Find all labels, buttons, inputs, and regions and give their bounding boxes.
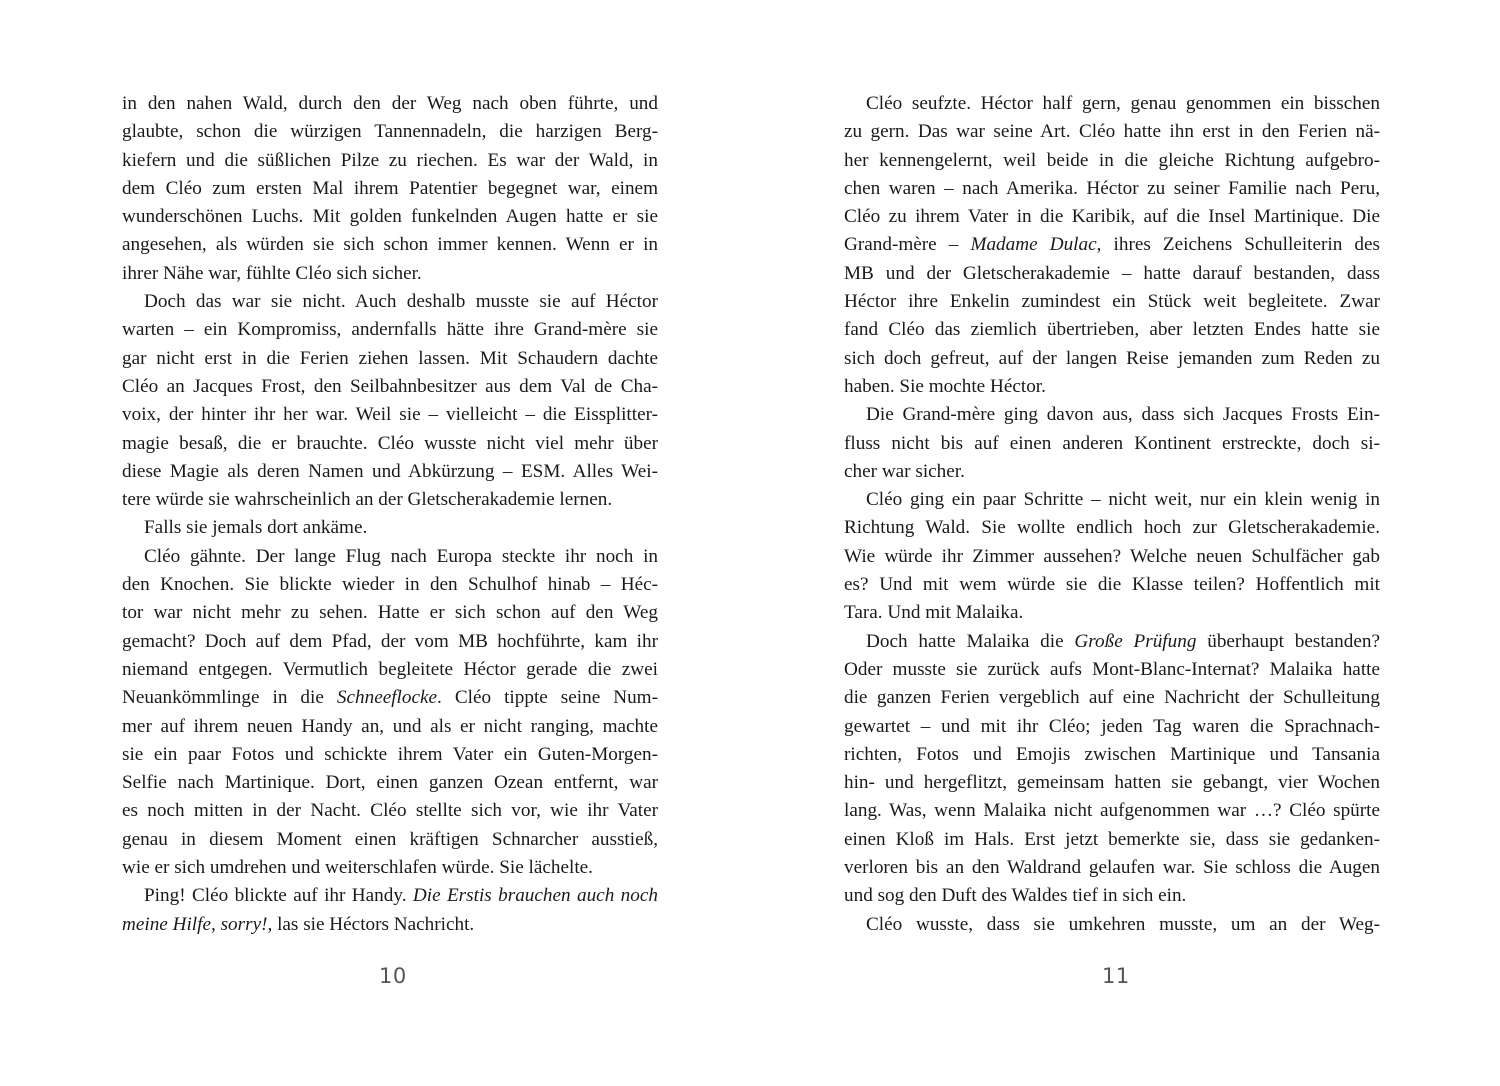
text-line <box>844 543 1380 571</box>
text-segment: genau in diesem Moment einen kräftigen Schnarcher ausstieß, <box>122 828 658 850</box>
text-line <box>122 345 658 373</box>
text-line <box>844 203 1380 231</box>
text-segment: Cléo an Jacques Frost, den Seilbahnbesitzer aus dem Val de Cha- <box>122 375 658 397</box>
text-segment: verloren bis an den Waldrand gelaufen war. Sie schloss die Augen <box>844 857 1380 879</box>
text-segment: den Knochen. Sie blickte wieder in den Schulhof hinab – Héc- <box>122 574 658 596</box>
text-segment: haben. Sie mochte Héctor. <box>844 375 1046 397</box>
text-line <box>844 231 1380 259</box>
text-segment: es? Und mit wem würde sie die Klasse teilen? Hoffentlich mit <box>844 574 1380 596</box>
text-segment: lang. Was, wenn Malaika nicht aufgenommen war …? Cléo spürte <box>844 800 1380 822</box>
text-segment: magie besaß, die er brauchte. Cléo wusste nicht viel mehr über <box>122 432 658 454</box>
text-segment: niemand entgegen. Vermutlich begleitete Héctor gerade die zwei <box>122 658 658 680</box>
text-line <box>122 260 658 288</box>
text-segment: Die Grand-mère ging davon aus, dass sich Jacques Frosts Ein- <box>866 404 1380 426</box>
text-segment: Cléo seufzte. Héctor half gern, genau genommen ein bisschen <box>866 93 1380 114</box>
text-segment: kiefern und die süßlichen Pilze zu riechen. Es war der Wald, in <box>122 149 658 171</box>
italic-text: Madame Dulac <box>970 234 1097 256</box>
text-line <box>122 543 658 571</box>
text-line <box>844 656 1380 684</box>
text-segment: Cléo zu ihrem Vater in die Karibik, auf die Insel Martinique. Die <box>844 206 1380 228</box>
text-segment: gemacht? Doch auf dem Pfad, der vom MB hochführte, kam ihr <box>122 630 658 652</box>
text-line <box>122 231 658 259</box>
text-segment: in den nahen Wald, durch den der Weg nach oben führte, und <box>122 93 658 114</box>
text-segment: Cléo wusste, dass sie umkehren musste, um an der Weg- <box>866 913 1380 935</box>
text-segment: ihrer Nähe war, fühlte Cléo sich sicher. <box>122 262 422 284</box>
text-line <box>844 288 1380 316</box>
text-line <box>122 684 658 712</box>
text-line <box>844 599 1380 627</box>
text-segment: einen Kloß im Hals. Erst jetzt bemerkte sie, dass sie gedanken- <box>844 828 1380 850</box>
text-line <box>122 628 658 656</box>
text-line <box>844 486 1380 514</box>
text-segment: tere würde sie wahrscheinlich an der Gletscherakademie lernen. <box>122 489 613 511</box>
text-line <box>844 741 1380 769</box>
text-segment: gewartet – und mit ihr Cléo; jeden Tag waren die Sprachnach- <box>844 715 1380 737</box>
text-line <box>844 713 1380 741</box>
text-line <box>122 373 658 401</box>
text-segment: her kennengelernt, weil beide in die gleiche Richtung aufgebro- <box>844 149 1380 171</box>
text-line <box>122 401 658 429</box>
text-line <box>122 741 658 769</box>
text-line <box>122 854 658 882</box>
text-segment: glaubte, schon die würzigen Tannennadeln, die harzigen Berg- <box>122 121 658 143</box>
text-line <box>122 882 658 910</box>
text-line <box>844 571 1380 599</box>
text-line <box>844 260 1380 288</box>
right-page <box>844 90 1380 939</box>
left-page <box>122 90 658 939</box>
text-segment: MB und der Gletscherakademie – hatte darauf bestanden, dass <box>844 262 1380 284</box>
text-segment: Oder musste sie zurück aufs Mont-Blanc-Internat? Malaika hatte <box>844 658 1380 680</box>
text-line <box>122 571 658 599</box>
text-segment: Selfie nach Martinique. Dort, einen ganzen Ozean entfernt, war <box>122 772 658 794</box>
text-segment: angesehen, als würden sie sich schon immer kennen. Wenn er in <box>122 234 658 256</box>
text-line <box>122 769 658 797</box>
text-segment: . Cléo tippte seine Num- <box>437 687 658 709</box>
text-line <box>122 90 658 118</box>
text-line <box>844 373 1380 401</box>
text-segment: Tara. Und mit Malaika. <box>844 602 1024 624</box>
text-line <box>122 316 658 344</box>
text-segment: diese Magie als deren Namen und Abkürzung – ESM. Alles Wei- <box>122 460 658 482</box>
text-segment: die ganzen Ferien vergeblich auf eine Nachricht der Schulleitung <box>844 687 1380 709</box>
text-line <box>844 147 1380 175</box>
text-segment: richten, Fotos und Emojis zwischen Martinique und Tansania <box>844 743 1380 765</box>
text-line <box>844 911 1380 939</box>
text-line <box>122 826 658 854</box>
text-line <box>844 430 1380 458</box>
text-segment: und sog den Duft des Waldes tief in sich ein. <box>844 885 1187 907</box>
text-segment: zu gern. Das war seine Art. Cléo hatte ihn erst in den Ferien nä- <box>844 121 1380 143</box>
text-segment: Richtung Wald. Sie wollte endlich hoch zur Gletscherakademie. <box>844 517 1380 539</box>
text-segment: Doch das war sie nicht. Auch deshalb musste sie auf Héctor <box>144 291 658 313</box>
text-line <box>844 854 1380 882</box>
text-segment: Cléo gähnte. Der lange Flug nach Europa steckte ihr noch in <box>144 545 658 567</box>
text-line <box>122 514 658 542</box>
text-line <box>122 911 658 939</box>
text-line <box>122 713 658 741</box>
text-segment: las sie Héctors Nachricht. <box>272 913 475 935</box>
text-line <box>122 486 658 514</box>
text-line <box>122 430 658 458</box>
text-segment: Ping! Cléo blickte auf ihr Handy. <box>144 885 413 907</box>
text-line <box>122 599 658 627</box>
text-segment: sich doch gefreut, auf der langen Reise jemanden zum Reden zu <box>844 347 1380 369</box>
text-segment: mer auf ihrem neuen Handy an, und als er nicht ranging, machte <box>122 715 658 737</box>
text-segment: fluss nicht bis auf einen anderen Kontinent erstreckte, doch si- <box>844 432 1380 454</box>
text-segment: Doch hatte Malaika die <box>866 630 1075 652</box>
text-segment: Grand-mère – <box>844 234 971 256</box>
text-segment: wie er sich umdrehen und weiterschlafen würde. Sie lächelte. <box>122 857 593 879</box>
text-segment: Neuankömmlinge in die <box>122 687 337 709</box>
text-line <box>844 826 1380 854</box>
text-line <box>844 175 1380 203</box>
italic-text: meine Hilfe, sorry!, <box>122 913 273 935</box>
text-segment: cher war sicher. <box>844 460 965 482</box>
italic-text: Die Erstis brauchen auch noch <box>412 885 658 907</box>
text-line <box>122 118 658 146</box>
text-segment: hin- und hergeflitzt, gemeinsam hatten sie gebangt, vier Wochen <box>844 772 1380 794</box>
page-number-left: 10 <box>379 964 407 988</box>
text-segment: es noch mitten in der Nacht. Cléo stellte sich vor, wie ihr Vater <box>122 800 658 822</box>
text-segment: chen waren – nach Amerika. Héctor zu seiner Familie nach Peru, <box>844 177 1380 199</box>
text-segment: voix, der hinter ihr her war. Weil sie – vielleicht – die Eissplitter- <box>122 404 658 426</box>
text-segment: wunderschönen Luchs. Mit golden funkelnden Augen hatte er sie <box>122 206 658 228</box>
text-line <box>122 797 658 825</box>
text-line <box>844 401 1380 429</box>
text-line <box>844 345 1380 373</box>
page-number-right: 11 <box>1102 964 1130 988</box>
text-line <box>844 882 1380 910</box>
text-line <box>122 656 658 684</box>
text-segment: warten – ein Kompromiss, andernfalls hätte ihre Grand-mère sie <box>122 319 658 341</box>
text-segment: gar nicht erst in die Ferien ziehen lassen. Mit Schaudern dachte <box>122 347 658 369</box>
text-line <box>122 203 658 231</box>
text-line <box>122 175 658 203</box>
text-segment: Falls sie jemals dort ankäme. <box>144 517 368 539</box>
text-line <box>844 797 1380 825</box>
text-line <box>844 514 1380 542</box>
text-line <box>122 147 658 175</box>
text-line <box>844 90 1380 118</box>
text-segment: überhaupt bestanden? <box>1196 630 1380 652</box>
text-segment: sie ein paar Fotos und schickte ihrem Vater ein Guten-Morgen- <box>122 743 658 765</box>
text-line <box>122 288 658 316</box>
text-line <box>844 316 1380 344</box>
text-segment: Cléo ging ein paar Schritte – nicht weit, nur ein klein wenig in <box>866 489 1380 511</box>
text-segment: tor war nicht mehr zu sehen. Hatte er sich schon auf den Weg <box>122 602 658 624</box>
text-segment: fand Cléo das ziemlich übertrieben, aber letzten Endes hatte sie <box>844 319 1380 341</box>
text-segment: Wie würde ihr Zimmer aussehen? Welche neuen Schulfächer gab <box>844 545 1380 567</box>
text-line <box>844 769 1380 797</box>
text-line <box>844 458 1380 486</box>
text-segment: Héctor ihre Enkelin zumindest ein Stück weit begleitete. Zwar <box>844 291 1380 313</box>
text-line <box>122 458 658 486</box>
text-line <box>844 628 1380 656</box>
text-segment: dem Cléo zum ersten Mal ihrem Patentier begegnet war, einem <box>122 177 658 199</box>
text-line <box>844 118 1380 146</box>
italic-text: Große Prüfung <box>1074 630 1197 652</box>
text-segment: , ihres Zeichens Schulleiterin des <box>1096 234 1380 256</box>
italic-text: Schneeflocke <box>336 687 438 709</box>
text-line <box>844 684 1380 712</box>
